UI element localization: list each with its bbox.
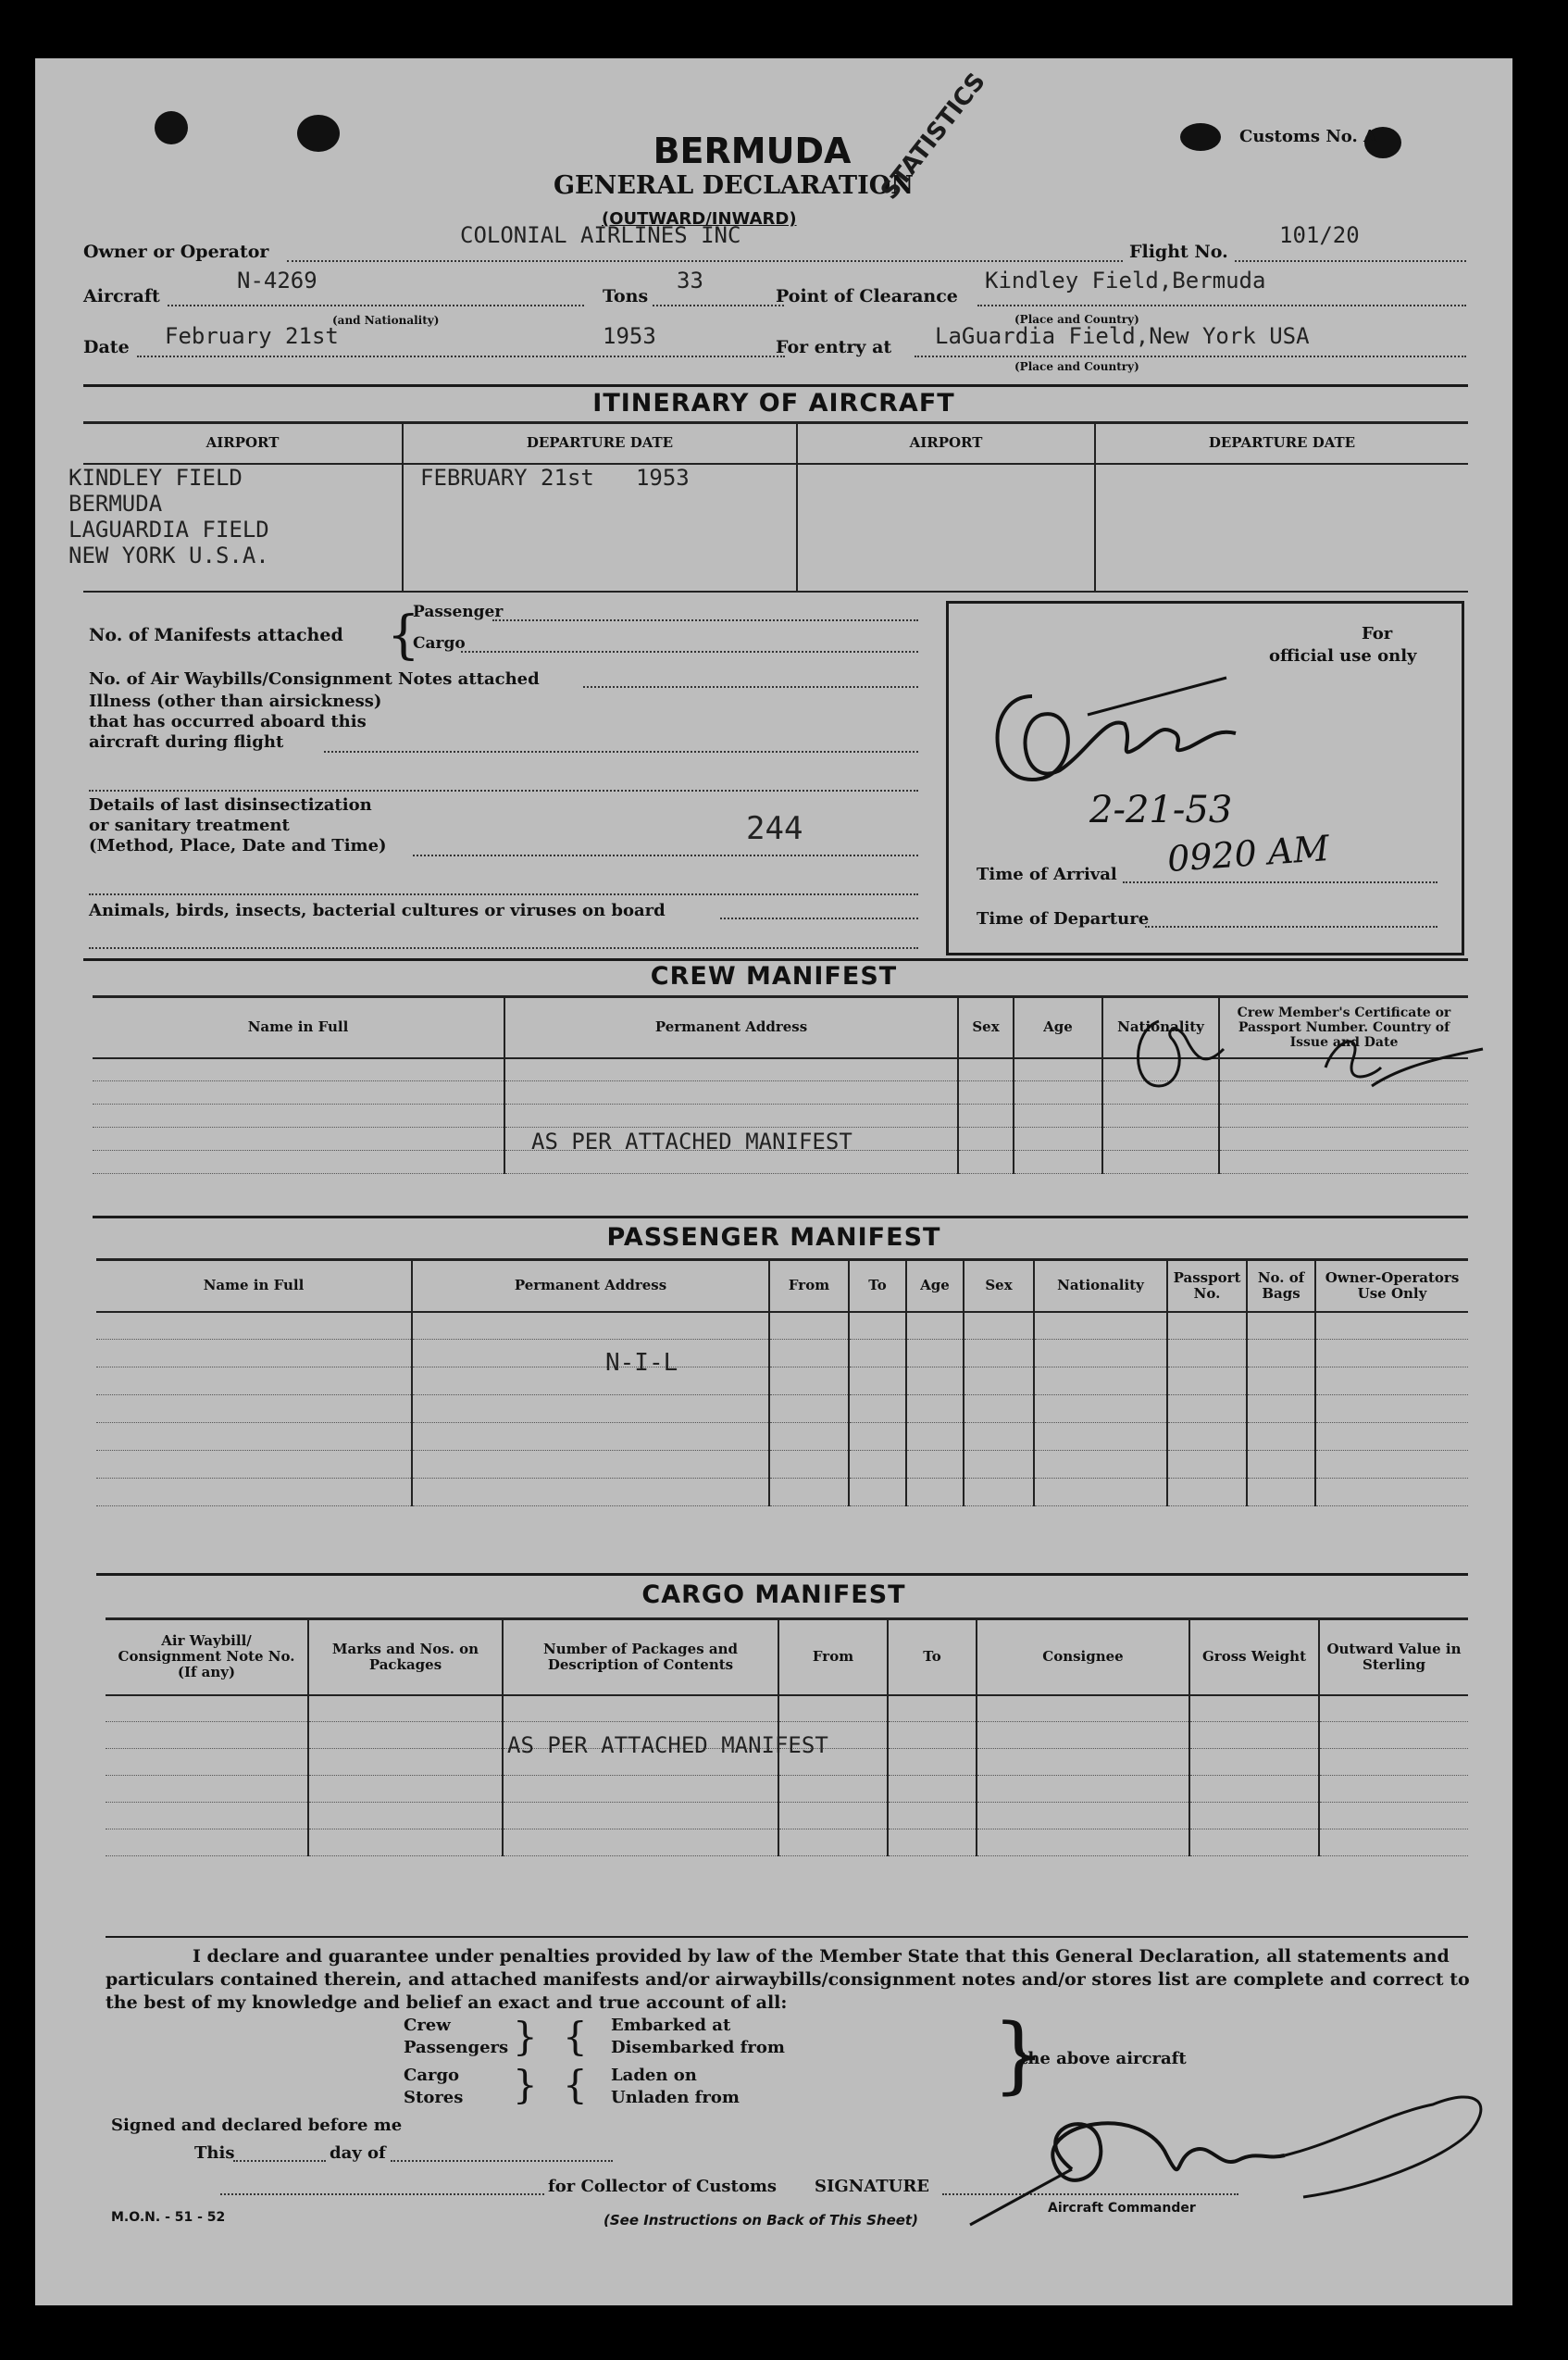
pax-col-name: Name in Full <box>96 1260 412 1312</box>
statistics-stamp: STATISTICS <box>876 68 991 206</box>
airport-line: KINDLEY FIELD <box>68 464 243 491</box>
cargo-col-description: Number of Packages and Description of Contents <box>503 1619 778 1695</box>
year-value: 1953 <box>603 323 656 349</box>
pax-row-cell <box>1315 1367 1468 1395</box>
pax-row-cell <box>849 1340 906 1367</box>
cargo-row-cell <box>106 1695 308 1722</box>
crew-row-cell <box>1014 1081 1102 1105</box>
pax-row-cell <box>96 1395 412 1423</box>
pax-row-cell <box>1167 1423 1247 1451</box>
cargo-row-cell <box>308 1722 503 1749</box>
decl-embarked: Embarked at <box>611 2016 731 2035</box>
pax-row-cell <box>1315 1451 1468 1479</box>
declaration-top-rule <box>106 1936 1468 1938</box>
pax-col-owner: Owner-Operators Use Only <box>1315 1260 1468 1312</box>
decl-disembarked: Disembarked from <box>611 2038 785 2057</box>
cargo-row-cell <box>106 1722 308 1749</box>
cargo-title: CARGO MANIFEST <box>641 1580 906 1609</box>
cargo-col-value: Outward Value in Sterling <box>1319 1619 1468 1695</box>
pax-row-cell <box>769 1451 849 1479</box>
decl-brace: } <box>513 2062 538 2107</box>
cargo-row-cell <box>1189 1803 1319 1829</box>
pax-row-cell <box>769 1312 849 1340</box>
departure-line <box>1145 926 1437 928</box>
cargo-row-cell <box>1319 1722 1468 1749</box>
pax-col-address: Permanent Address <box>412 1260 769 1312</box>
crew-row-cell <box>1102 1105 1219 1128</box>
itinerary-title: ITINERARY OF AIRCRAFT <box>592 389 955 418</box>
cargo-col-marks: Marks and Nos. on Packages <box>308 1619 503 1695</box>
pax-row-cell <box>1247 1479 1315 1506</box>
colony-title: BERMUDA <box>653 131 852 171</box>
owner-value: COLONIAL AIRLINES INC <box>460 222 741 248</box>
cargo-row-cell <box>106 1749 308 1776</box>
pax-row-cell <box>1034 1423 1167 1451</box>
date-value: February 21st <box>165 323 339 349</box>
crew-col-sex: Sex <box>958 997 1014 1058</box>
commander-signature <box>952 2049 1507 2234</box>
pax-row-cell <box>1034 1451 1167 1479</box>
crew-row-cell <box>1014 1151 1102 1174</box>
itinerary-table <box>68 421 1468 593</box>
crew-row-cell <box>1014 1058 1102 1081</box>
cargo-row-cell <box>888 1803 977 1829</box>
departure-label: Time of Departure <box>977 909 1150 929</box>
crew-row-cell <box>1014 1128 1102 1151</box>
flight-label: Flight No. <box>1129 242 1228 262</box>
day-label: day of <box>330 2143 386 2163</box>
official-signature <box>977 659 1254 798</box>
cargo-row-cell <box>1319 1803 1468 1829</box>
decl-brace-large: } <box>992 2006 1046 2104</box>
crew-row-cell <box>958 1058 1014 1081</box>
date-label: Date <box>83 337 130 357</box>
pax-row-cell <box>906 1451 964 1479</box>
crew-row-cell <box>1102 1151 1219 1174</box>
decl-brace: } <box>513 2014 538 2059</box>
crew-row-cell <box>958 1151 1014 1174</box>
passenger-title: PASSENGER MANIFEST <box>606 1223 941 1252</box>
pax-row-cell <box>849 1479 906 1506</box>
aircraft-label: Aircraft <box>83 286 160 306</box>
pax-row-cell <box>96 1479 412 1506</box>
pax-row-cell <box>1167 1340 1247 1367</box>
clearance-value: Kindley Field,Bermuda <box>985 268 1266 293</box>
blank-line <box>89 947 918 949</box>
cargo-row-cell <box>888 1722 977 1749</box>
crew-row-cell <box>93 1128 504 1151</box>
pax-row-cell <box>906 1312 964 1340</box>
pax-row-cell <box>964 1479 1034 1506</box>
tons-label: Tons <box>603 286 649 306</box>
disinsect-label-1: Details of last disinsectization <box>89 795 372 815</box>
crew-row-cell <box>93 1151 504 1174</box>
pax-row-cell <box>769 1367 849 1395</box>
crew-row-cell <box>958 1081 1014 1105</box>
cargo-row-cell <box>977 1829 1189 1856</box>
blank-line <box>89 893 918 895</box>
pax-row-cell <box>1315 1479 1468 1506</box>
crew-row-cell <box>1014 1105 1102 1128</box>
passenger-top-rule <box>93 1216 1468 1218</box>
pax-row-cell <box>1315 1423 1468 1451</box>
official-title-1: For <box>1362 624 1393 643</box>
crew-row-cell <box>1219 1151 1468 1174</box>
cargo-row-cell <box>1319 1776 1468 1803</box>
cargo-row-cell <box>778 1829 888 1856</box>
cargo-row-cell <box>106 1776 308 1803</box>
cargo-row-cell <box>308 1749 503 1776</box>
collector-line <box>220 2193 544 2195</box>
declaration-sheet <box>35 58 1512 2305</box>
cargo-col-consignee: Consignee <box>977 1619 1189 1695</box>
passenger-line <box>492 619 918 621</box>
this-line <box>233 2160 326 2162</box>
cargo-row-cell <box>308 1776 503 1803</box>
pax-col-from: From <box>769 1260 849 1312</box>
airport-line: LAGUARDIA FIELD <box>68 516 269 543</box>
cargo-row-cell <box>778 1695 888 1722</box>
crew-row-cell <box>958 1128 1014 1151</box>
pax-row-cell <box>96 1340 412 1367</box>
pax-row-cell <box>849 1451 906 1479</box>
manifests-brace: { <box>387 606 420 666</box>
decl-crew: Crew <box>404 2016 451 2035</box>
tons-line <box>653 305 784 306</box>
pax-row-cell <box>1167 1395 1247 1423</box>
form-number: M.O.N. - 51 - 52 <box>111 2210 226 2225</box>
pax-row-cell <box>849 1423 906 1451</box>
cargo-row-cell <box>1189 1749 1319 1776</box>
illness-label-1: Illness (other than airsickness) <box>89 692 382 711</box>
signature-label: SIGNATURE <box>815 2177 929 2196</box>
pax-row-cell <box>964 1340 1034 1367</box>
pax-col-age: Age <box>906 1260 964 1312</box>
cargo-line <box>461 651 918 653</box>
pax-row-cell <box>769 1423 849 1451</box>
pax-row-cell <box>769 1479 849 1506</box>
pax-row-cell <box>1247 1312 1315 1340</box>
clearance-place-note: (Place and Country) <box>1014 313 1139 326</box>
cargo-row-cell <box>888 1695 977 1722</box>
pax-row-cell <box>906 1423 964 1451</box>
pax-row-cell <box>1034 1479 1167 1506</box>
cargo-note: AS PER ATTACHED MANIFEST <box>507 1732 828 1758</box>
cargo-row-cell <box>1319 1695 1468 1722</box>
pax-row-cell <box>1034 1367 1167 1395</box>
entry-value: LaGuardia Field,New York USA <box>935 323 1310 349</box>
clearance-label: Point of Clearance <box>776 286 958 306</box>
pax-row-cell <box>1247 1451 1315 1479</box>
pax-col-nationality: Nationality <box>1034 1260 1167 1312</box>
col-airport: AIRPORT <box>83 423 403 464</box>
pax-row-cell <box>1247 1423 1315 1451</box>
direction-label: (OUTWARD/INWARD) <box>602 209 797 229</box>
pax-row-cell <box>769 1340 849 1367</box>
pax-row-cell <box>964 1423 1034 1451</box>
cargo-row-cell <box>888 1776 977 1803</box>
crew-col-age: Age <box>1014 997 1102 1058</box>
decl-unladen: Unladen from <box>611 2088 740 2107</box>
itinerary-date-cell <box>403 464 797 592</box>
cargo-row-cell <box>888 1749 977 1776</box>
pax-row-cell <box>906 1367 964 1395</box>
flight-line <box>1235 260 1466 262</box>
pax-row-cell <box>96 1423 412 1451</box>
itinerary-empty-cell <box>797 464 1095 592</box>
pax-row-cell <box>1315 1395 1468 1423</box>
illness-line <box>324 751 918 753</box>
cargo-row-cell <box>977 1776 1189 1803</box>
crew-row-cell <box>504 1105 958 1128</box>
animals-line <box>720 918 918 919</box>
this-label: This <box>194 2143 235 2163</box>
crew-row-cell <box>1102 1128 1219 1151</box>
decl-brace: { <box>563 2062 588 2107</box>
pax-row-cell <box>906 1395 964 1423</box>
cargo-row-cell <box>1189 1695 1319 1722</box>
pax-row-cell <box>412 1451 769 1479</box>
cargo-row-cell <box>1319 1829 1468 1856</box>
passenger-table <box>96 1258 1468 1506</box>
cargo-col-from: From <box>778 1619 888 1695</box>
cargo-row-cell <box>977 1695 1189 1722</box>
pax-row-cell <box>849 1367 906 1395</box>
crew-title: CREW MANIFEST <box>650 962 898 991</box>
crew-row-cell <box>93 1058 504 1081</box>
pax-row-cell <box>412 1340 769 1367</box>
crew-top-rule <box>83 958 1468 961</box>
decl-passengers: Passengers <box>404 2038 509 2057</box>
crew-row-cell <box>1219 1105 1468 1128</box>
decl-brace: { <box>563 2014 588 2059</box>
collector-label: for Collector of Customs <box>548 2177 778 2196</box>
crew-row-cell <box>958 1105 1014 1128</box>
pax-row-cell <box>1247 1395 1315 1423</box>
cargo-row-cell <box>977 1722 1189 1749</box>
pax-row-cell <box>906 1340 964 1367</box>
tons-value: 33 <box>677 268 703 293</box>
decl-laden: Laden on <box>611 2066 697 2085</box>
crew-col-certificate: Crew Member's Certificate or Passport Number. Country of Issue and Date <box>1219 997 1468 1058</box>
cargo-row-cell <box>977 1749 1189 1776</box>
col-airport-2: AIRPORT <box>797 423 1095 464</box>
signed-label: Signed and declared before me <box>111 2116 403 2135</box>
crew-note: AS PER ATTACHED MANIFEST <box>531 1129 852 1155</box>
cargo-row-cell <box>778 1776 888 1803</box>
pax-row-cell <box>1034 1395 1167 1423</box>
pax-col-passport: Passport No. <box>1167 1260 1247 1312</box>
pax-row-cell <box>964 1312 1034 1340</box>
pax-row-cell <box>1167 1479 1247 1506</box>
itinerary-top-rule <box>83 384 1468 387</box>
pax-row-cell <box>1247 1340 1315 1367</box>
aircraft-value: N-4269 <box>237 268 317 293</box>
pax-row-cell <box>906 1479 964 1506</box>
col-departure-date: DEPARTURE DATE <box>403 423 797 464</box>
cargo-top-rule <box>96 1573 1468 1576</box>
cargo-row-cell <box>106 1803 308 1829</box>
pax-col-bags: No. of Bags <box>1247 1260 1315 1312</box>
departure-year-value: 1953 <box>635 464 690 491</box>
crew-row-cell <box>504 1058 958 1081</box>
waybills-label: No. of Air Waybills/Consignment Notes attached <box>89 669 540 689</box>
pax-row-cell <box>96 1312 412 1340</box>
cargo-col-waybill: Air Waybill/ Consignment Note No. (If any) <box>106 1619 308 1695</box>
arrival-value: 0920 AM <box>1165 827 1331 880</box>
disinsect-value: 244 <box>746 810 803 847</box>
itinerary-empty-cell <box>1095 464 1468 592</box>
cargo-row-cell <box>308 1829 503 1856</box>
pax-col-sex: Sex <box>964 1260 1034 1312</box>
crew-row-cell <box>1219 1128 1468 1151</box>
departure-date-value: FEBRUARY 21st <box>420 464 594 491</box>
crew-initials <box>1122 1003 1529 1105</box>
passenger-note: N-I-L <box>605 1349 678 1377</box>
decl-stores: Stores <box>404 2088 464 2107</box>
cargo-row-cell <box>308 1695 503 1722</box>
col-departure-date-2: DEPARTURE DATE <box>1095 423 1468 464</box>
clearance-line <box>977 305 1466 306</box>
date-line <box>137 356 785 357</box>
pax-row-cell <box>1315 1312 1468 1340</box>
flight-value: 101/20 <box>1279 222 1360 248</box>
pax-row-cell <box>96 1367 412 1395</box>
decl-suffix: the above aircraft <box>1020 2049 1187 2068</box>
official-use-box <box>946 601 1464 955</box>
pax-row-cell <box>769 1395 849 1423</box>
entry-label: For entry at <box>776 337 892 357</box>
waybills-line <box>583 686 918 688</box>
crew-row-cell <box>93 1105 504 1128</box>
pax-row-cell <box>964 1395 1034 1423</box>
pax-row-cell <box>849 1312 906 1340</box>
pax-row-cell <box>1167 1367 1247 1395</box>
pax-row-cell <box>1167 1451 1247 1479</box>
pax-row-cell <box>1247 1367 1315 1395</box>
cargo-label: Cargo <box>413 634 466 653</box>
cargo-row-cell <box>977 1803 1189 1829</box>
cargo-row-cell <box>1189 1776 1319 1803</box>
commander-label: Aircraft Commander <box>1048 2201 1196 2216</box>
owner-line <box>287 260 1123 262</box>
cargo-row-cell <box>1189 1722 1319 1749</box>
aircraft-note: (and Nationality) <box>332 314 440 327</box>
animals-label: Animals, birds, insects, bacterial cultures or viruses on board <box>89 901 666 920</box>
arrival-label: Time of Arrival <box>977 865 1117 884</box>
owner-label: Owner or Operator <box>83 242 269 262</box>
pax-row-cell <box>849 1395 906 1423</box>
declaration-text: I declare and guarantee under penalties provided by law of the Member State that this General Declaration, all statements and particulars contained therein, and attached manifests and/or airwaybills/consignment notes and/or stores list are complete and correct to the best of my knowledge and belief an exact and true account of all: <box>106 1946 1470 2013</box>
pax-row-cell <box>964 1367 1034 1395</box>
passenger-label: Passenger <box>413 603 504 621</box>
disinsect-label-3: (Method, Place, Date and Time) <box>89 836 387 855</box>
disinsect-label-2: or sanitary treatment <box>89 816 290 835</box>
pax-row-cell <box>96 1451 412 1479</box>
crew-col-nationality: Nationality <box>1102 997 1219 1058</box>
entry-place-note: (Place and Country) <box>1014 360 1139 373</box>
illness-label-2: that has occurred aboard this <box>89 712 367 731</box>
cargo-row-cell <box>778 1803 888 1829</box>
crew-row-cell <box>93 1081 504 1105</box>
instructions-note: (See Instructions on Back of This Sheet) <box>604 2212 918 2229</box>
decl-cargo: Cargo <box>404 2066 460 2085</box>
form-title: GENERAL DECLARATION <box>554 171 914 200</box>
stamp-date: 2-21-53 <box>1089 789 1233 831</box>
itinerary-airport-cell <box>68 464 403 592</box>
airport-line: BERMUDA <box>68 490 163 517</box>
aircraft-line <box>168 305 584 306</box>
pax-row-cell <box>1315 1340 1468 1367</box>
official-title-2: official use only <box>1269 646 1417 666</box>
pax-row-cell <box>412 1395 769 1423</box>
customs-form-ref: Customs No. A <box>1239 127 1376 146</box>
pax-row-cell <box>1167 1312 1247 1340</box>
entry-line <box>915 356 1466 357</box>
day-line <box>391 2160 613 2162</box>
cargo-row-cell <box>503 1776 778 1803</box>
crew-col-name: Name in Full <box>93 997 504 1058</box>
pax-row-cell <box>412 1367 769 1395</box>
arrival-line <box>1123 881 1437 883</box>
pax-row-cell <box>412 1423 769 1451</box>
disinsect-line <box>413 855 918 856</box>
illness-label-3: aircraft during flight <box>89 732 284 752</box>
manifests-label: No. of Manifests attached <box>89 625 343 645</box>
crew-row-cell <box>504 1081 958 1105</box>
cargo-col-to: To <box>888 1619 977 1695</box>
cargo-row-cell <box>106 1829 308 1856</box>
cargo-row-cell <box>503 1803 778 1829</box>
cargo-row-cell <box>1319 1749 1468 1776</box>
cargo-row-cell <box>308 1803 503 1829</box>
pax-row-cell <box>1034 1312 1167 1340</box>
pax-row-cell <box>964 1451 1034 1479</box>
airport-line: NEW YORK U.S.A. <box>68 542 269 568</box>
cargo-row-cell <box>503 1829 778 1856</box>
cargo-row-cell <box>888 1829 977 1856</box>
crew-col-address: Permanent Address <box>504 997 958 1058</box>
cargo-row-cell <box>1189 1829 1319 1856</box>
pax-row-cell <box>412 1479 769 1506</box>
cargo-col-weight: Gross Weight <box>1189 1619 1319 1695</box>
pax-row-cell <box>1034 1340 1167 1367</box>
blank-line <box>89 790 918 792</box>
pax-row-cell <box>412 1312 769 1340</box>
pax-col-to: To <box>849 1260 906 1312</box>
cargo-row-cell <box>503 1695 778 1722</box>
